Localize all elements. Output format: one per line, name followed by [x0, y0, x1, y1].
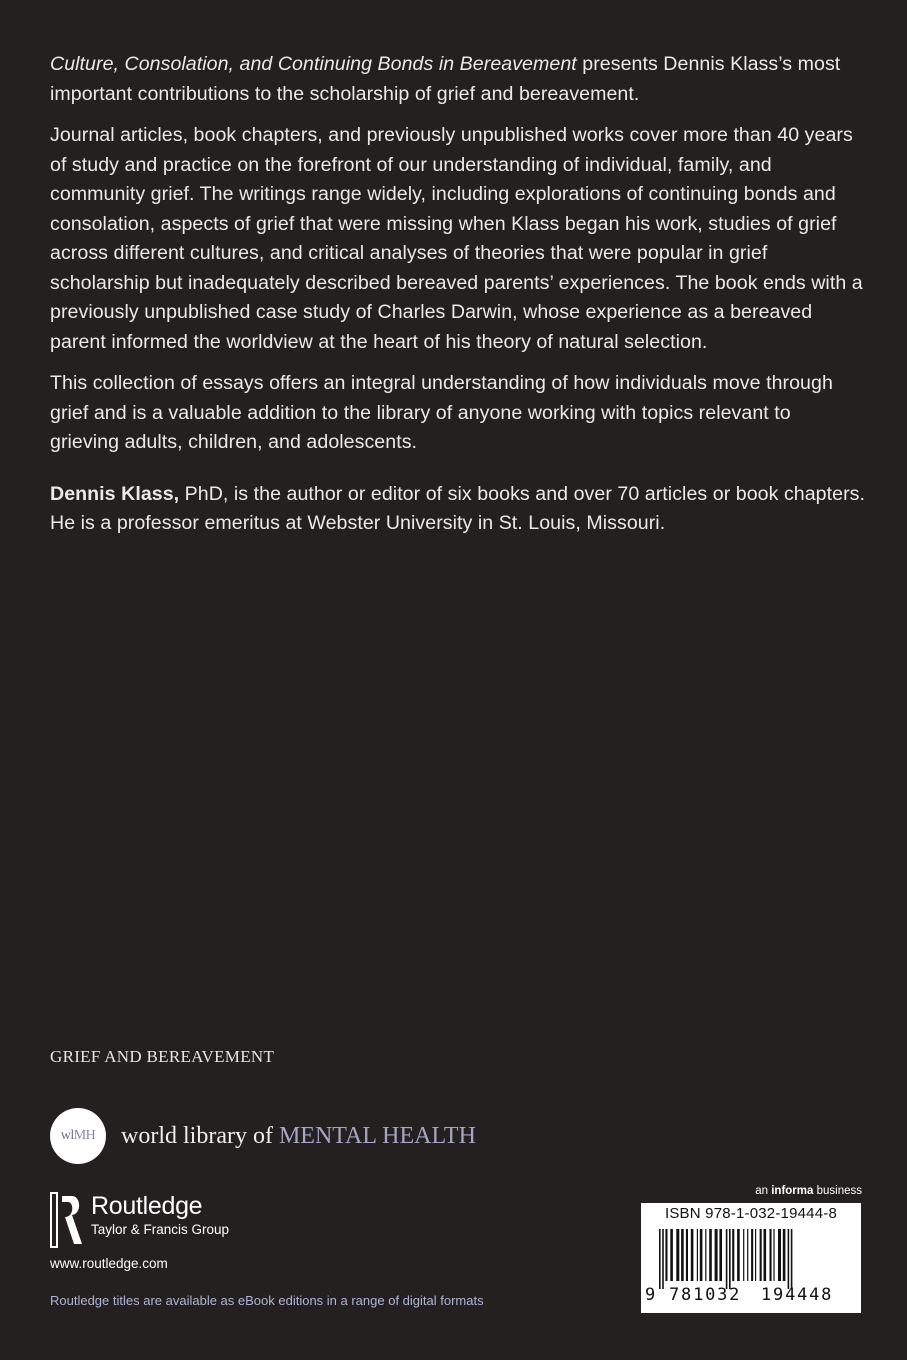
barcode-bar — [726, 1229, 728, 1289]
informa-brand: informa — [771, 1185, 814, 1197]
barcode-bar — [783, 1229, 786, 1281]
informa-suffix: business — [813, 1185, 862, 1197]
barcode-bar — [773, 1229, 774, 1281]
barcode-bar — [737, 1229, 740, 1281]
intro-text: presents Dennis Klass’s most important contributions to the scholarship of grief and bereavement. — [50, 53, 841, 105]
informa-prefix: an — [755, 1185, 772, 1197]
wlmh-logo-icon — [50, 1108, 106, 1164]
isbn-barcode — [641, 1203, 861, 1313]
author-name: Dennis Klass, — [50, 482, 180, 505]
barcode-bar — [691, 1229, 694, 1281]
series-logo-letters-b: MH — [73, 1128, 96, 1143]
barcode-bar — [697, 1229, 698, 1281]
ebook-note: Routledge titles are available as eBook editions in a range of digital formats — [50, 1293, 484, 1308]
publisher-logo — [50, 1192, 229, 1248]
routledge-r-icon — [50, 1192, 84, 1248]
informa-tagline — [755, 1185, 862, 1197]
barcode-bar — [764, 1229, 767, 1281]
barcode-bar — [715, 1229, 718, 1281]
publisher-group: Taylor & Francis Group — [91, 1222, 230, 1237]
barcode-bar — [676, 1229, 679, 1281]
barcode-bar — [770, 1229, 772, 1281]
barcode-bar — [760, 1229, 762, 1281]
barcode-bar — [670, 1229, 673, 1281]
intro-paragraph — [50, 50, 865, 109]
collection-paragraph: This collection of essays offers an integral understanding of how individuals move through grief and is a valuable addition to the library of anyone working with topics relevant to grieving adults, children, and adolescents. — [50, 372, 833, 453]
barcode-bar — [729, 1229, 731, 1289]
isbn-label: ISBN 978-1-032-19444-8 — [664, 1205, 837, 1222]
barcode-bar — [743, 1229, 744, 1281]
series-name — [121, 1123, 476, 1150]
barcode-bar — [755, 1229, 756, 1281]
barcode-bar — [662, 1229, 664, 1289]
subject-category: GRIEF AND BEREAVEMENT — [50, 1047, 275, 1066]
barcode-bar — [732, 1229, 734, 1281]
barcode-bar — [681, 1229, 684, 1281]
barcode-bar — [700, 1229, 703, 1281]
publisher-website: www.routledge.com — [50, 1256, 168, 1271]
book-title: Culture, Consolation, and Continuing Bonds in Bereavement — [50, 53, 577, 75]
barcode-bar — [719, 1229, 722, 1281]
back-cover-blurb — [50, 50, 865, 551]
barcode-bar — [778, 1229, 781, 1281]
isbn-digit-group-1: 781032 — [669, 1285, 742, 1305]
barcode-bars — [659, 1229, 855, 1289]
barcode-bar — [705, 1229, 706, 1281]
isbn-digit-lead: 9 — [645, 1285, 656, 1305]
isbn-digit-group-2: 194448 — [761, 1285, 834, 1305]
barcode-bar — [686, 1229, 688, 1281]
series-logo-letters-a: wl — [60, 1128, 74, 1143]
author-bio-text: PhD, is the author or editor of six books and over 70 articles or book chapters. He is a professor emeritus at Webster University in St. Louis, Missouri. — [50, 482, 865, 534]
barcode-bar — [659, 1229, 661, 1289]
barcode-bar — [665, 1229, 667, 1281]
description-paragraph: Journal articles, book chapters, and previously unpublished works cover more than 40 years of study and practice on the forefront of our understanding of individual, family, and community grief. The writings range widely, including explorations of continuing bonds and consolation, aspects of grief that were missing when Klass began his work, studies of grief across different cultures, and critical analyses of theories that were popular in grief scholarship but inadequately described bereaved parents’ experiences. The book ends with a previously unpublished case study of Charles Darwin, whose experience as a bereaved parent informed the worldview at the heart of his theory of natural selection. — [50, 124, 863, 353]
series-branding — [50, 1108, 476, 1164]
barcode-bar — [791, 1229, 793, 1289]
series-name-prefix: world library of — [121, 1122, 279, 1149]
barcode-bar — [709, 1229, 712, 1281]
author-bio — [50, 480, 865, 539]
publisher-name: Routledge — [91, 1192, 203, 1220]
series-name-accent: MENTAL HEALTH — [278, 1122, 476, 1149]
barcode-bar — [788, 1229, 790, 1289]
barcode-bar — [751, 1229, 753, 1281]
barcode-bar — [747, 1229, 748, 1281]
